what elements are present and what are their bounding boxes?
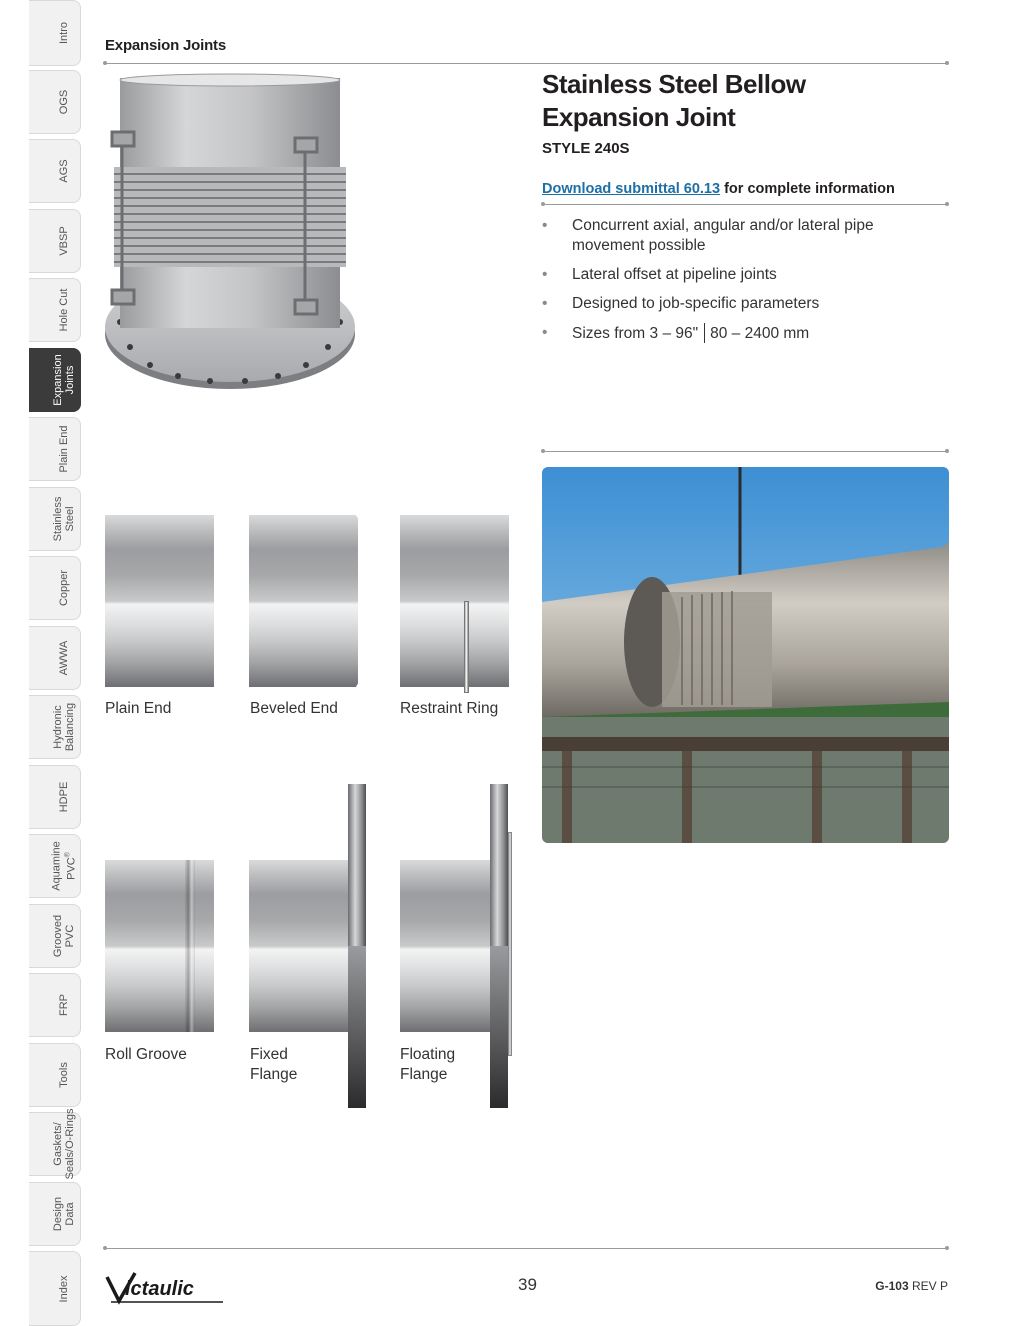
tab-label: Design Data — [52, 1196, 76, 1232]
tab-label: AWWA — [58, 640, 70, 676]
tab-label: HDPE — [58, 781, 70, 813]
tab-label: Tools — [58, 1062, 70, 1088]
tab-label-text: Aquamine PVC — [50, 841, 78, 891]
list-item: • Designed to job-specific parameters — [542, 294, 942, 314]
fixed-flange-bottom — [348, 946, 366, 1108]
tab-aquamine-pvc[interactable] — [29, 834, 81, 898]
restraint-ring-figure — [400, 515, 509, 687]
tab-label: Copper — [58, 569, 70, 607]
download-description: for complete information — [720, 181, 895, 197]
header-divider — [104, 63, 948, 64]
tab-plain-end[interactable] — [29, 417, 81, 481]
tab-copper[interactable] — [29, 556, 81, 620]
download-line — [542, 181, 895, 197]
bellows-convolutions — [114, 167, 346, 267]
tab-frp[interactable] — [29, 973, 81, 1037]
tab-label: Grooved PVC — [52, 914, 76, 958]
tab-design-data[interactable] — [29, 1182, 81, 1246]
roll-groove — [185, 860, 195, 1032]
tab-label-aquamine — [51, 841, 78, 891]
restraint-ring — [464, 601, 469, 693]
tab-label: Plain End — [58, 425, 70, 473]
cylinder-top — [120, 74, 340, 86]
download-divider — [542, 204, 948, 205]
floating-flange-top — [490, 784, 508, 946]
tab-label: Hydronic Balancing — [52, 702, 76, 752]
product-photo — [100, 72, 370, 398]
tab-label: AGS — [58, 159, 70, 183]
tab-index[interactable] — [29, 1251, 81, 1326]
tab-label: Stainless Steel — [52, 496, 76, 542]
tab-hdpe[interactable] — [29, 765, 81, 829]
list-item: • Lateral offset at pipeline joints — [542, 265, 942, 285]
photo-divider — [542, 451, 948, 452]
plain-end-figure — [105, 515, 214, 687]
label-roll-groove: Roll Groove — [105, 1046, 187, 1063]
installation-photo — [542, 467, 949, 843]
fixed-flange-figure — [249, 860, 348, 1032]
tab-awwa[interactable] — [29, 626, 81, 690]
product-title-line1: Stainless Steel Bellow — [542, 69, 806, 99]
download-submittal-link[interactable]: Download submittal 60.13 — [542, 181, 721, 197]
tab-label: Gaskets/ Seals/O-Rings — [52, 1108, 76, 1180]
doc-code-id: G-103 — [875, 1279, 909, 1293]
registered-mark: ® — [64, 852, 72, 858]
logo-wordmark: ictaulic — [125, 1278, 194, 1300]
feature-list — [542, 216, 942, 353]
label-plain-end: Plain End — [105, 700, 172, 717]
footer-divider — [104, 1248, 948, 1249]
tab-label: Intro — [58, 21, 70, 45]
label-fixed-flange: Fixed Flange — [250, 1046, 298, 1083]
tab-stainless-steel[interactable] — [29, 487, 81, 551]
fixed-flange-top — [348, 784, 366, 946]
tab-label: VBSP — [58, 226, 70, 256]
page-number: 39 — [518, 1275, 537, 1294]
product-title — [542, 68, 806, 134]
floating-flange-ring — [508, 832, 512, 1056]
label-floating-flange: Floating Flange — [400, 1046, 456, 1083]
tab-hydronic-balancing[interactable] — [29, 695, 81, 759]
doc-revision: REV P — [911, 1279, 948, 1293]
support-beam — [542, 737, 949, 751]
section-tabs — [29, 0, 82, 1326]
tab-tools[interactable] — [29, 1043, 81, 1107]
victaulic-logo[interactable] — [105, 1271, 230, 1305]
tab-label: Index — [58, 1275, 70, 1302]
tab-label: Hole Cut — [58, 288, 70, 332]
doc-code — [875, 1279, 948, 1293]
label-beveled-end: Beveled End — [250, 700, 338, 717]
roll-groove-figure — [105, 860, 214, 1032]
tab-ogs[interactable] — [29, 70, 81, 134]
product-style: STYLE 240S — [542, 140, 630, 157]
tab-label: FRP — [58, 994, 70, 1016]
tab-label: OGS — [58, 89, 70, 115]
sizes-imperial: Sizes from 3 – 96" — [572, 325, 699, 342]
product-title-line2: Expansion Joint — [542, 102, 736, 132]
floating-flange-bottom — [490, 946, 508, 1108]
tab-vbsp[interactable] — [29, 209, 81, 273]
tab-intro[interactable] — [29, 0, 81, 66]
tab-hole-cut[interactable] — [29, 278, 81, 342]
tab-grooved-pvc[interactable] — [29, 904, 81, 968]
list-item-sizes — [542, 323, 942, 344]
floating-flange-figure — [400, 860, 490, 1032]
sizes-metric: 80 – 2400 mm — [710, 325, 810, 342]
tab-expansion-joints[interactable] — [29, 348, 81, 412]
tab-gaskets-seals[interactable] — [29, 1108, 81, 1180]
section-title: Expansion Joints — [105, 37, 226, 54]
tab-label: Expansion Joints — [52, 354, 76, 406]
beveled-end-figure — [249, 515, 358, 687]
unit-separator — [704, 323, 705, 343]
ground — [542, 707, 949, 843]
bellow-section — [662, 592, 772, 707]
tab-ags[interactable] — [29, 139, 81, 203]
list-item: • Concurrent axial, angular and/or lateral pipe movement possible — [542, 216, 942, 256]
label-restraint-ring: Restraint Ring — [400, 700, 499, 717]
